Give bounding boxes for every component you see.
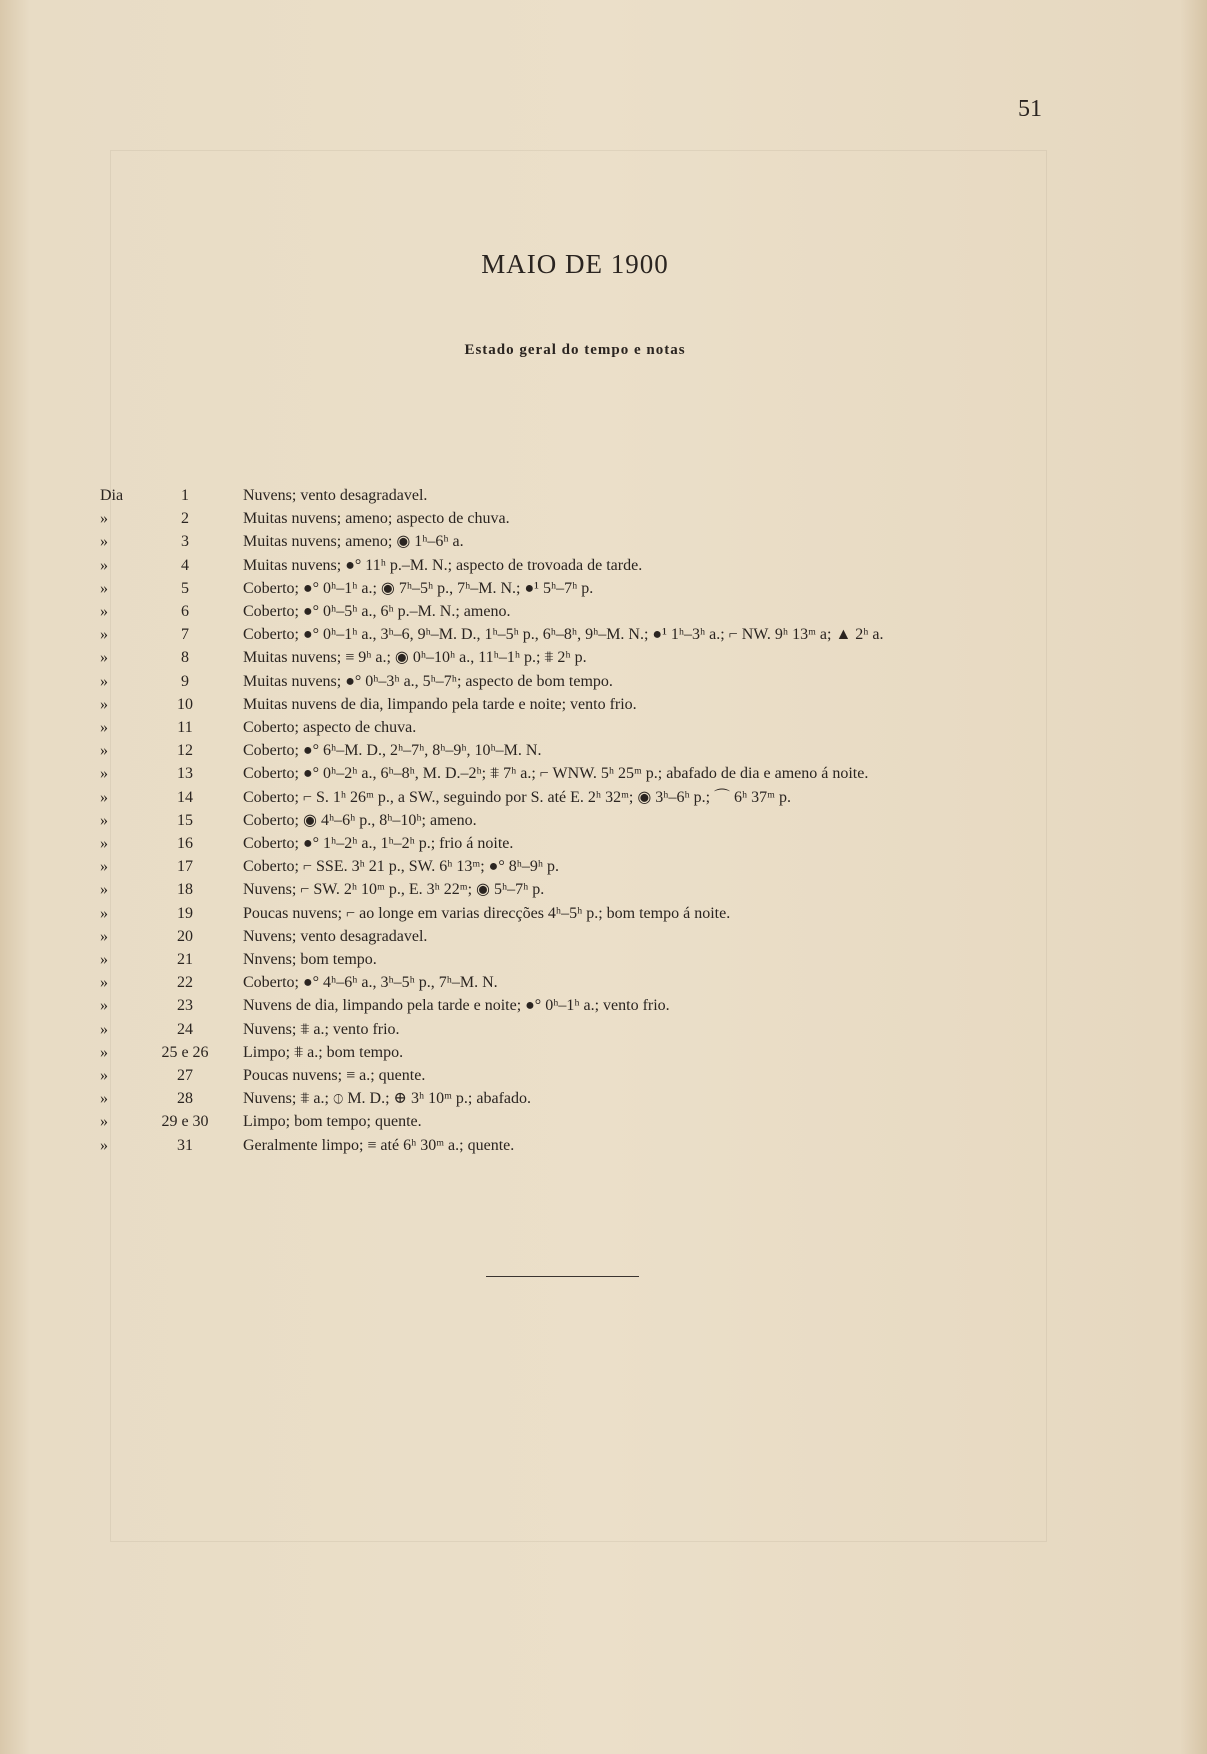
ditto-mark: »: [100, 510, 108, 528]
day-number: 22: [177, 974, 193, 992]
ditto-mark: »: [100, 719, 108, 736]
day-number: 16: [177, 835, 193, 852]
weather-note: Nuvens; vento desagradavel.: [243, 487, 428, 504]
weather-note: Nuvens; ⌐ SW. 2ʰ 10ᵐ p., E. 3ʰ 22ᵐ; ◉ 5ʰ–7ʰ p.: [243, 881, 545, 899]
day-number: 31: [177, 1136, 193, 1154]
day-number: 8: [181, 649, 189, 667]
weather-note: Muitas nuvens de dia, limpando pela tarde e noite; vento frio.: [243, 695, 637, 713]
day-number: 4: [181, 556, 189, 574]
weather-note: Muitas nuvens; ≡ 9ʰ a.; ◉ 0ʰ–10ʰ a., 11ʰ–1ʰ p.; ⩨ 2ʰ p.: [243, 649, 587, 667]
weather-note: Muitas nuvens; ameno; aspecto de chuva.: [243, 510, 510, 528]
weather-note: Poucas nuvens; ≡ a.; quente.: [243, 1067, 426, 1084]
ditto-mark: »: [100, 1113, 108, 1131]
table-row: [0, 1087, 1207, 1110]
day-number: 6: [181, 603, 189, 620]
day-number: 12: [177, 742, 193, 760]
ditto-mark: »: [100, 881, 108, 899]
ditto-mark: »: [100, 695, 108, 713]
table-row: [0, 1064, 1207, 1087]
weather-note: Coberto; ⌐ SSE. 3ʰ 21 p., SW. 6ʰ 13ᵐ; ●° 8ʰ–9ʰ p.: [243, 858, 560, 876]
ditto-mark: »: [100, 858, 108, 876]
weather-note: Coberto; ◉ 4ʰ–6ʰ p., 8ʰ–10ʰ; ameno.: [243, 811, 477, 829]
weather-note: Nuvens; ⩨ a.; vento frio.: [243, 1020, 400, 1038]
day-number: 20: [177, 927, 193, 945]
ditto-mark: »: [100, 811, 108, 829]
closing-rule: [486, 1276, 639, 1277]
weather-note: Nuvens; ⩨ a.; ⦶ M. D.; ⊕ 3ʰ 10ᵐ p.; abafado.: [243, 1090, 532, 1108]
day-number: 24: [177, 1020, 193, 1038]
ditto-mark: »: [100, 904, 108, 922]
ditto-mark: »: [100, 1020, 108, 1038]
table-row: [0, 878, 1207, 901]
day-number: 15: [177, 811, 193, 829]
ditto-mark: »: [100, 672, 108, 690]
ditto-mark: »: [100, 974, 108, 992]
weather-note: Coberto; aspecto de chuva.: [243, 719, 417, 736]
table-row: [0, 1110, 1207, 1133]
table-row: [0, 600, 1207, 623]
day-number: 11: [177, 719, 193, 736]
weather-note: Muitas nuvens; ameno; ◉ 1ʰ–6ʰ a.: [243, 533, 464, 551]
table-row: [0, 1134, 1207, 1157]
page-title: MAIO DE 1900: [481, 249, 669, 279]
day-number: 14: [177, 788, 193, 806]
ditto-mark: »: [100, 788, 108, 806]
ditto-mark: »: [100, 1043, 108, 1061]
ditto-mark: »: [100, 603, 108, 620]
day-number: 1: [181, 487, 189, 504]
day-number: 29 e 30: [161, 1113, 209, 1131]
table-row: [0, 484, 1207, 507]
weather-note: Coberto; ●° 0ʰ–5ʰ a., 6ʰ p.–M. N.; ameno.: [243, 603, 511, 620]
section-subtitle: Estado geral do tempo e notas: [464, 342, 686, 358]
day-number: 3: [181, 533, 189, 551]
table-row: [0, 925, 1207, 948]
ditto-mark: Dia: [100, 487, 124, 504]
table-row: [0, 1018, 1207, 1041]
table-row: [0, 507, 1207, 530]
weather-note: Muitas nuvens; ●° 0ʰ–3ʰ a., 5ʰ–7ʰ; aspecto de bom tempo.: [243, 672, 613, 690]
weather-note: Muitas nuvens; ●° 11ʰ p.–M. N.; aspecto de trovoada de tarde.: [243, 556, 643, 574]
table-row: [0, 739, 1207, 762]
ditto-mark: »: [100, 951, 108, 968]
ditto-mark: »: [100, 1090, 108, 1108]
ditto-mark: »: [100, 742, 108, 760]
day-number: 21: [177, 951, 193, 968]
table-row: [0, 971, 1207, 994]
table-row: [0, 670, 1207, 693]
weather-note: Coberto; ●° 0ʰ–1ʰ a., 3ʰ–6, 9ʰ–M. D., 1ʰ–5ʰ p., 6ʰ–8ʰ, 9ʰ–M. N.; ●¹ 1ʰ–3ʰ a.; ⌐ NW. 9ʰ 13ᵐ a; ▲ 2ʰ a.: [243, 626, 884, 644]
ditto-mark: »: [100, 765, 108, 783]
ditto-mark: »: [100, 626, 108, 644]
ditto-mark: »: [100, 649, 108, 667]
table-row: [0, 623, 1207, 646]
table-row: [0, 693, 1207, 716]
day-number: 2: [181, 510, 189, 528]
day-number: 19: [177, 904, 193, 922]
ditto-mark: »: [100, 533, 108, 551]
weather-note: Poucas nuvens; ⌐ ao longe em varias direcções 4ʰ–5ʰ p.; bom tempo á noite.: [243, 904, 731, 922]
day-number: 7: [181, 626, 189, 644]
day-number: 9: [181, 672, 189, 690]
table-row: [0, 786, 1207, 809]
day-number: 23: [177, 997, 193, 1015]
day-number: 17: [177, 858, 193, 876]
day-number: 13: [177, 765, 193, 783]
table-row: [0, 762, 1207, 785]
day-number: 18: [177, 881, 193, 899]
weather-note: Coberto; ●° 1ʰ–2ʰ a., 1ʰ–2ʰ p.; frio á noite.: [243, 835, 514, 852]
table-row: [0, 809, 1207, 832]
ditto-mark: »: [100, 1067, 108, 1084]
ditto-mark: »: [100, 579, 108, 597]
weather-note: Coberto; ●° 0ʰ–1ʰ a.; ◉ 7ʰ–5ʰ p., 7ʰ–M. N.; ●¹ 5ʰ–7ʰ p.: [243, 579, 594, 597]
weather-note: Nuvens de dia, limpando pela tarde e noite; ●° 0ʰ–1ʰ a.; vento frio.: [243, 997, 670, 1015]
weather-note: Coberto; ●° 6ʰ–M. D., 2ʰ–7ʰ, 8ʰ–9ʰ, 10ʰ–M. N.: [243, 742, 542, 760]
weather-note: Coberto; ⌐ S. 1ʰ 26ᵐ p., a SW., seguindo por S. até E. 2ʰ 32ᵐ; ◉ 3ʰ–6ʰ p.; ⌒ 6ʰ 37ᵐ p.: [243, 788, 791, 806]
table-row: [0, 530, 1207, 553]
day-number: 5: [181, 579, 189, 597]
page-number: 51: [1018, 96, 1042, 122]
ditto-mark: »: [100, 556, 108, 574]
table-row: [0, 716, 1207, 739]
table-row: [0, 646, 1207, 669]
day-number: 28: [177, 1090, 193, 1108]
table-row: [0, 948, 1207, 971]
table-row: [0, 994, 1207, 1017]
day-number: 25 e 26: [161, 1043, 209, 1061]
table-row: [0, 832, 1207, 855]
table-row: [0, 1041, 1207, 1064]
table-row: [0, 902, 1207, 925]
weather-note: Geralmente limpo; ≡ até 6ʰ 30ᵐ a.; quente.: [243, 1136, 515, 1154]
ditto-mark: »: [100, 835, 108, 852]
table-row: [0, 554, 1207, 577]
ditto-mark: »: [100, 1136, 108, 1154]
table-row: [0, 577, 1207, 600]
weather-note: Limpo; ⩨ a.; bom tempo.: [243, 1043, 404, 1061]
ditto-mark: »: [100, 927, 108, 945]
weather-note: Nuvens; vento desagradavel.: [243, 927, 428, 945]
table-row: [0, 855, 1207, 878]
day-number: 27: [177, 1067, 193, 1084]
weather-note: Limpo; bom tempo; quente.: [243, 1113, 422, 1131]
weather-note: Coberto; ●° 0ʰ–2ʰ a., 6ʰ–8ʰ, M. D.–2ʰ; ⩨ 7ʰ a.; ⌐ WNW. 5ʰ 25ᵐ p.; abafado de dia e ameno á noite.: [243, 765, 869, 783]
day-number: 10: [177, 695, 193, 713]
weather-note: Nnvens; bom tempo.: [243, 951, 377, 968]
ditto-mark: »: [100, 997, 108, 1015]
weather-note: Coberto; ●° 4ʰ–6ʰ a., 3ʰ–5ʰ p., 7ʰ–M. N.: [243, 974, 498, 992]
